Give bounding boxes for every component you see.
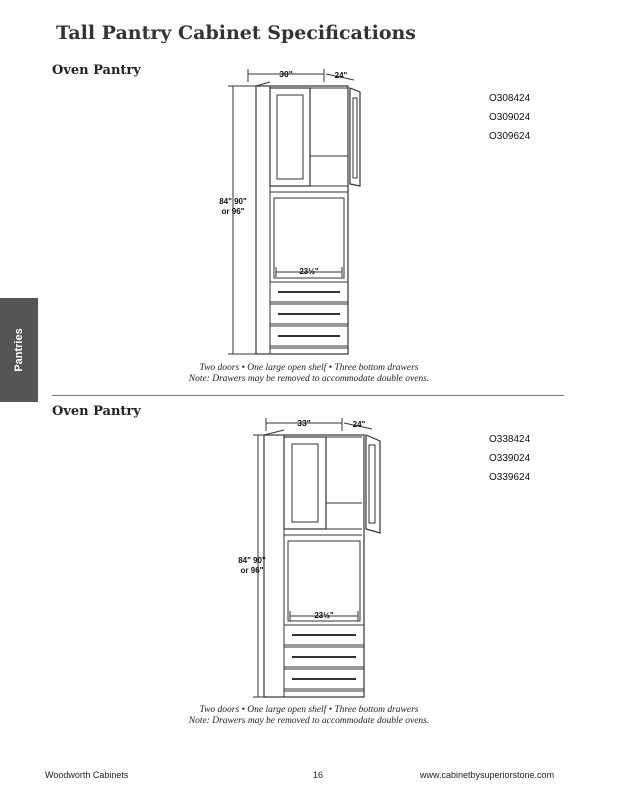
depth-dimension-label: 24" bbox=[352, 420, 366, 429]
section-1-caption bbox=[0, 363, 618, 385]
section-2-cabinet-drawing bbox=[230, 413, 410, 703]
width-dimension-label: 30" bbox=[279, 69, 293, 79]
section-1-model-codes bbox=[489, 89, 530, 146]
height-dimension-label-2: or 96" bbox=[221, 207, 245, 216]
opening-dimension-label: 23½" bbox=[314, 611, 334, 620]
section-2-model-codes bbox=[489, 430, 530, 487]
caption-note: Note: Drawers may be removed to accommodate double ovens. bbox=[188, 374, 430, 384]
caption-line: Two doors • One large open shelf • Three bottom drawers bbox=[199, 705, 419, 715]
model-code: O309624 bbox=[489, 131, 531, 142]
model-code: O339624 bbox=[489, 472, 531, 483]
caption-note: Note: Drawers may be removed to accommodate double ovens. bbox=[188, 716, 430, 726]
depth-dimension-label: 24" bbox=[334, 71, 348, 80]
footer-website-link[interactable]: www.cabinetbysuperiorstone.com bbox=[420, 770, 555, 780]
opening-dimension-label: 23½" bbox=[299, 267, 319, 276]
section-2-caption bbox=[0, 705, 618, 727]
footer-company: Woodworth Cabinets bbox=[45, 770, 129, 780]
model-code: O308424 bbox=[489, 93, 531, 104]
footer-page-number: 16 bbox=[313, 770, 324, 780]
width-dimension-label: 33" bbox=[297, 418, 311, 428]
height-dimension-label: 84" 90" bbox=[219, 197, 247, 206]
model-code: O339024 bbox=[489, 453, 531, 464]
page-title: Tall Pantry Cabinet Specifications bbox=[56, 22, 417, 44]
model-code: O338424 bbox=[489, 434, 531, 445]
section-1-cabinet-drawing bbox=[210, 64, 380, 359]
side-tab-pantries[interactable] bbox=[0, 298, 38, 402]
side-tab-label: Pantries bbox=[13, 328, 25, 372]
caption-line: Two doors • One large open shelf • Three bottom drawers bbox=[199, 363, 419, 373]
section-2-title: Oven Pantry bbox=[52, 404, 141, 419]
height-dimension-label-2: or 96" bbox=[240, 566, 264, 575]
height-dimension-label: 84" 90" bbox=[238, 556, 266, 565]
section-1-title: Oven Pantry bbox=[52, 63, 141, 78]
model-code: O309024 bbox=[489, 112, 531, 123]
section-divider bbox=[52, 395, 564, 396]
